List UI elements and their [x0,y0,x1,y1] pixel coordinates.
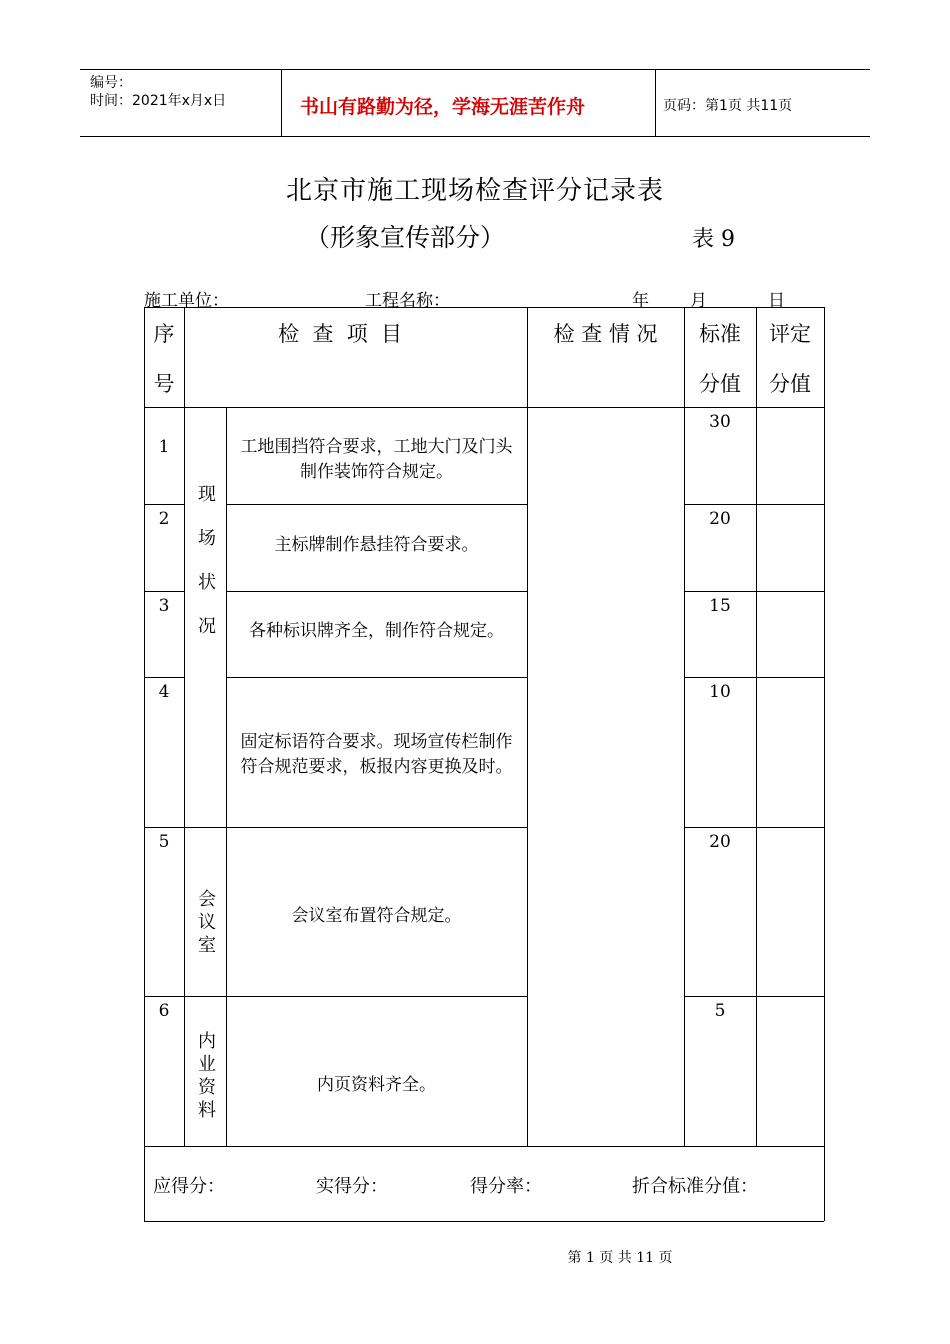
col-header-standard-1: 标准 [699,322,741,346]
row-2-item: 主标牌制作悬挂符合要求。 [274,535,479,555]
row-sep-5 [144,996,527,997]
row-3-standard-score: 15 [709,596,731,616]
row-4-standard-score: 10 [709,682,731,702]
row-4-item: 固定标语符合要求。现场宣传栏制作符合规范要求，板报内容更换及时。 [240,732,513,777]
summary-converted-score: 折合标准分值： [632,1176,758,1197]
col-header-seq-2: 号 [153,372,175,396]
row-6-item: 内页资料齐全。 [317,1075,436,1095]
row-2-number: 2 [158,509,170,529]
row-sep-1-score [684,504,824,505]
col-header-standard-2: 分值 [699,372,741,396]
col-header-evaluated-2: 分值 [769,372,811,396]
row-sep-3-score [684,677,824,678]
date-month-label: 月 [690,291,707,311]
col-header-item: 检 查 项 目 [278,322,403,346]
row-6-standard-score: 5 [714,1001,726,1021]
row-6-number: 6 [158,1001,170,1021]
col-sep-item [527,307,528,1146]
table-bottom-border [144,1221,824,1222]
header-divider-left [281,69,282,136]
row-3-number: 3 [158,596,170,616]
table-header-bottom [144,407,824,408]
row-sep-1-item [226,504,527,505]
row-2-standard-score: 20 [709,509,731,529]
project-name-label: 工程名称： [365,291,450,311]
group-label-site: 现场状况 [195,484,216,660]
page-title: 北京市施工现场检查评分记录表 [285,176,664,206]
header-divider-right [655,69,656,136]
doc-time-label: 时间：2021年x月x日 [90,93,227,109]
row-1-number: 1 [158,437,170,457]
header-bottom-rule [80,136,870,137]
row-1-standard-score: 30 [709,412,731,432]
row-1-item: 工地围挡符合要求，工地大门及门头制作装饰符合规定。 [240,437,513,482]
row-sep-3 [144,677,184,678]
row-sep-2-item [226,591,527,592]
row-sep-4 [144,827,527,828]
row-sep-2 [144,591,184,592]
col-sep-standard [756,307,757,1146]
summary-score-rate: 得分率： [470,1176,542,1197]
row-5-number: 5 [158,832,170,852]
row-sep-3-item [226,677,527,678]
col-sep-seq-header [184,307,185,407]
date-year-label: 年 [632,291,649,311]
row-5-item: 会议室布置符合规定。 [291,906,462,926]
construction-unit-label: 施工单位： [144,291,229,311]
table-right-border [824,307,825,1221]
row-4-number: 4 [158,682,170,702]
row-sep-2-score [684,591,824,592]
row-sep-6 [144,1146,824,1147]
table-number: 表 9 [692,227,735,252]
table-top-border [144,307,824,308]
row-sep-4-score [684,827,824,828]
col-header-evaluated-1: 评定 [769,322,811,346]
col-sep-group [226,407,227,1146]
page-info: 页码：第1页 共11页 [663,98,793,114]
group-label-meeting: 会议室 [195,888,216,958]
summary-due-score: 应得分： [153,1176,225,1197]
row-sep-5-score [684,996,824,997]
date-day-label: 日 [768,291,785,311]
summary-actual-score: 实得分： [316,1176,388,1197]
page-subtitle: （形象宣传部分） [305,223,506,252]
group-label-internal: 内业资料 [195,1031,216,1123]
row-sep-1 [144,504,184,505]
col-header-situation: 检 查 情 况 [553,322,658,346]
header-top-rule [80,69,870,70]
col-sep-seq [184,407,185,1146]
header-motto: 书山有路勤为径，学海无涯苦作舟 [300,96,586,118]
page-footer: 第 1 页 共 11 页 [567,1250,673,1266]
col-header-seq-1: 序 [153,322,175,346]
doc-number-label: 编号： [90,75,132,91]
row-3-item: 各种标识牌齐全，制作符合规定。 [249,621,504,641]
row-5-standard-score: 20 [709,832,731,852]
